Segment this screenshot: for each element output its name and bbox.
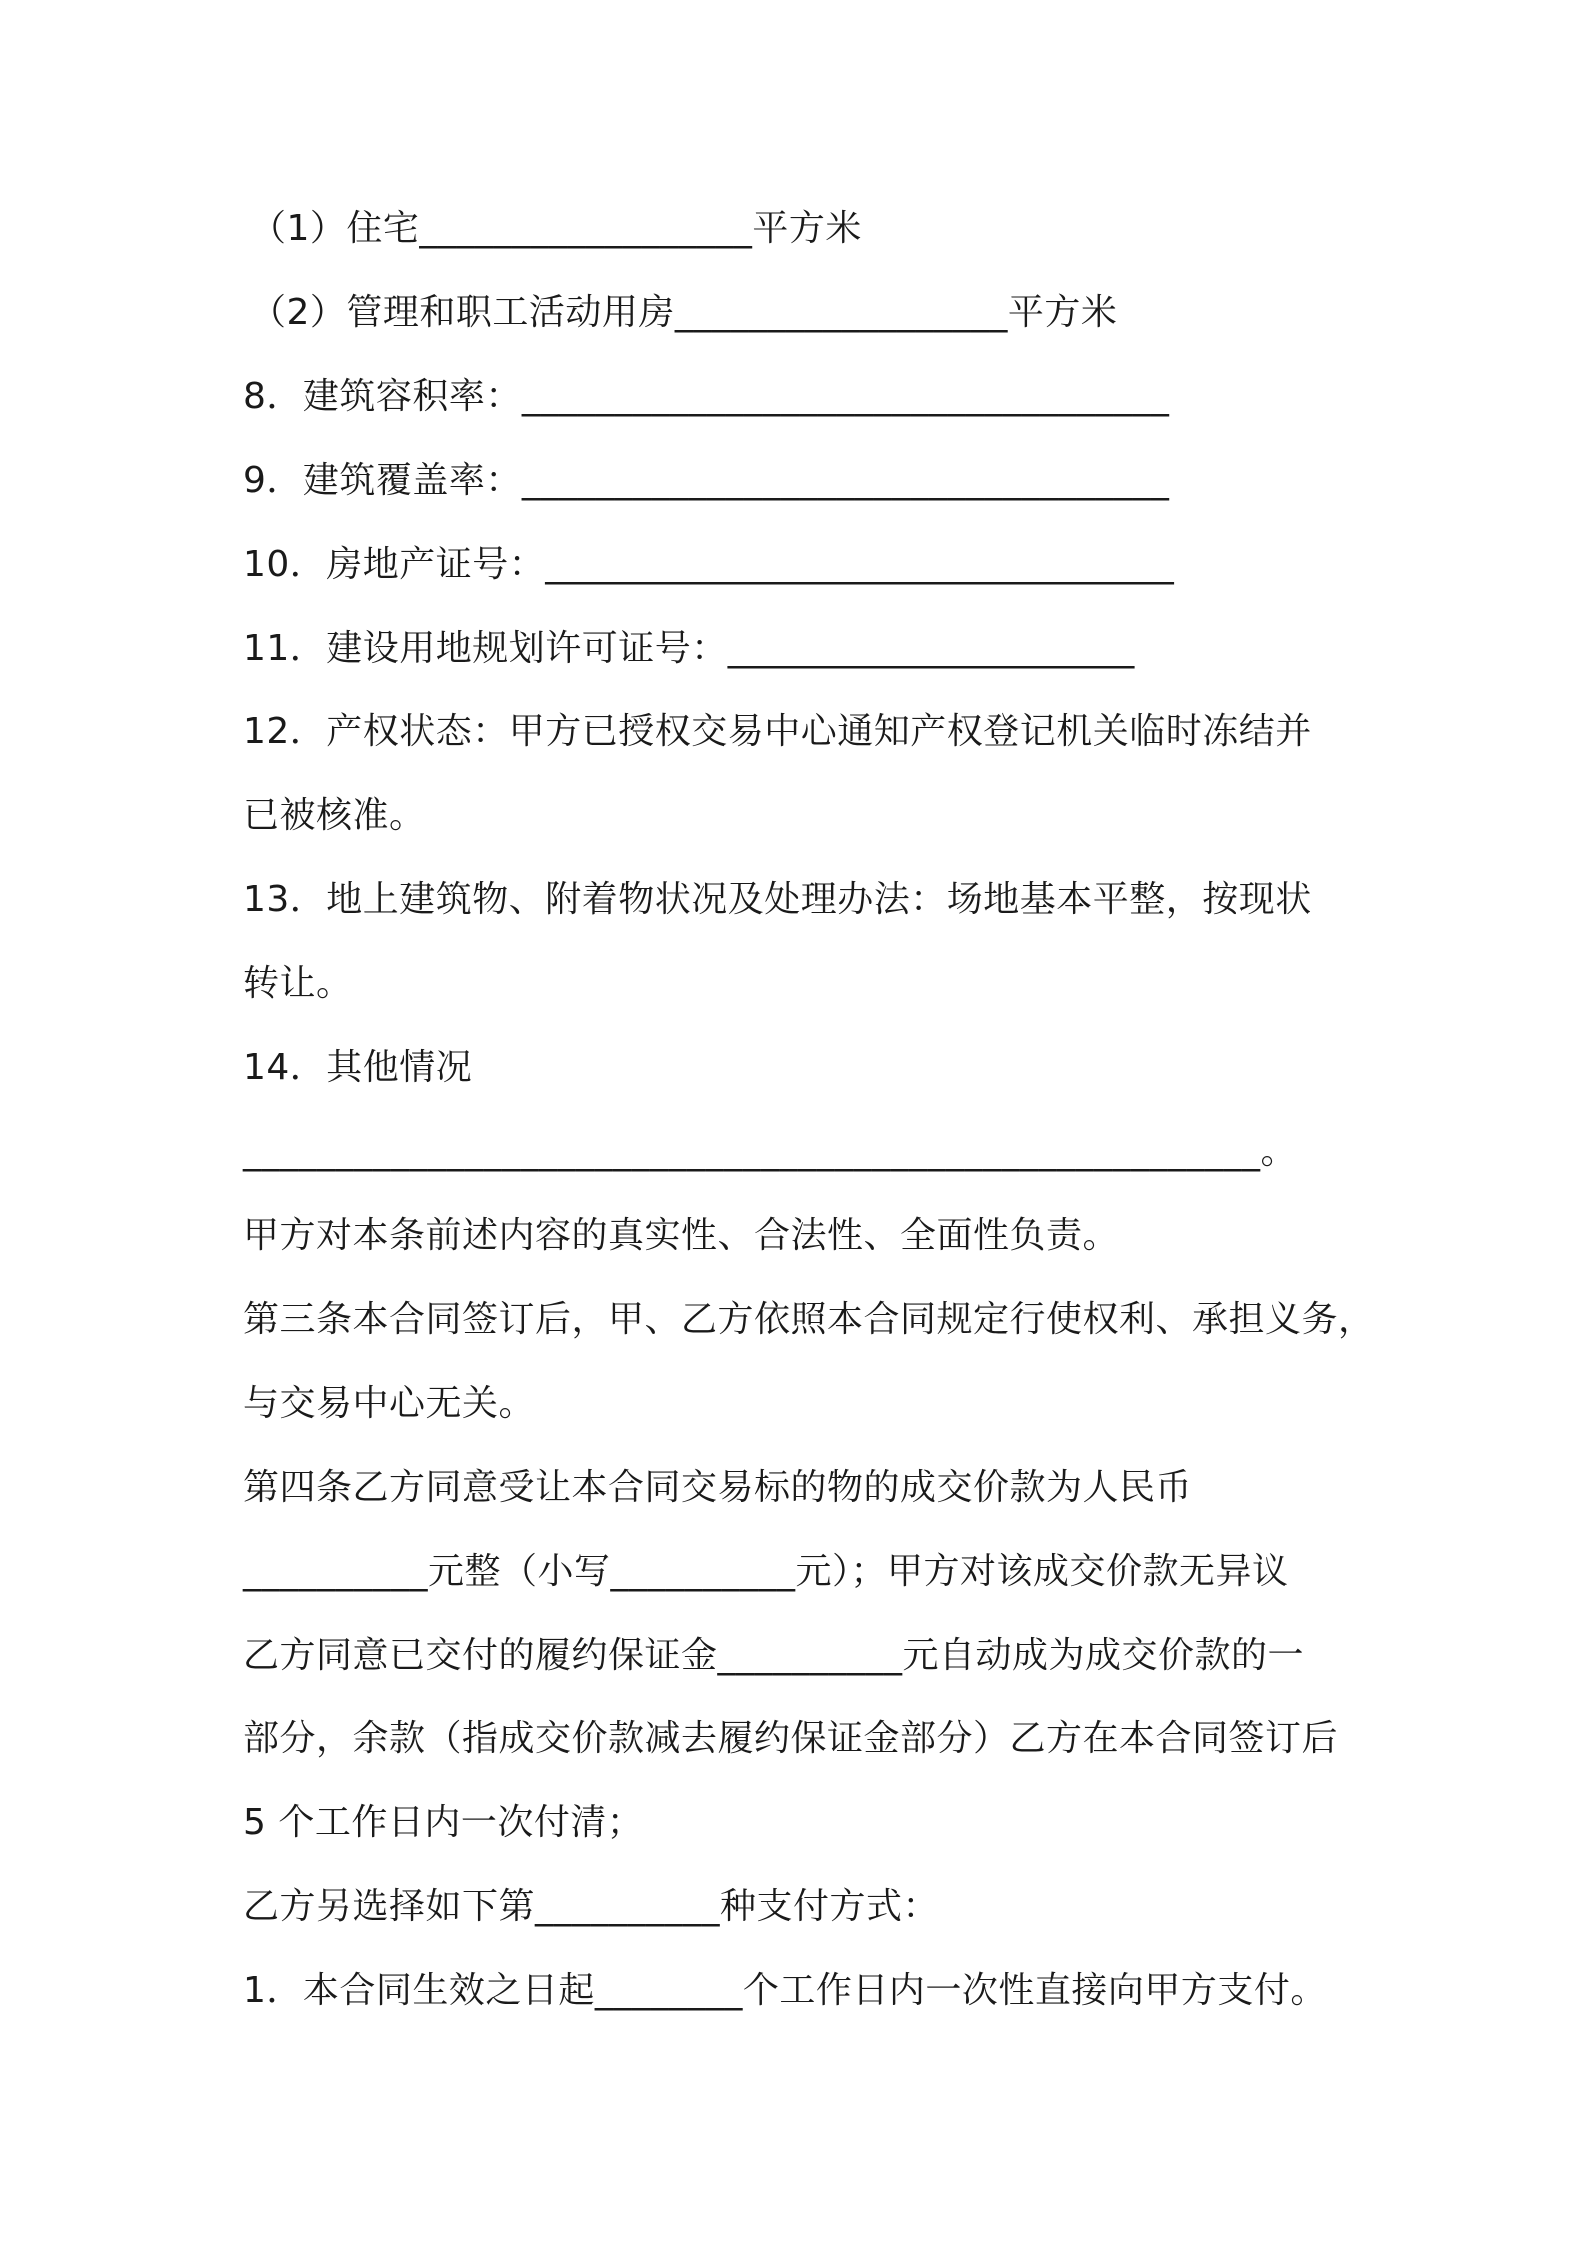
article-3-line-1: 第三条本合同签订后，甲、乙方依照本合同规定行使权利、承担义务， xyxy=(243,1299,1375,1340)
item-12-title-status-cont: 已被核准。 xyxy=(243,795,426,836)
item-14-blank-line: _______________________________________________________。 xyxy=(243,1131,1297,1172)
item-9-building-coverage: 9．建筑覆盖率：___________________________________ xyxy=(243,460,1170,501)
article-3-line-2: 与交易中心无关。 xyxy=(243,1383,536,1424)
area-management-line: （2）管理和职工活动用房__________________平方米 xyxy=(250,292,1118,333)
payment-method-1: 1．本合同生效之日起________个工作日内一次性直接向甲方支付。 xyxy=(243,1970,1327,2011)
area-residential-line: （1）住宅__________________平方米 xyxy=(250,208,862,249)
article-4-line-1: 第四条乙方同意受让本合同交易标的物的成交价款为人民币 xyxy=(243,1467,1193,1508)
deposit-line-3: 5 个工作日内一次付清； xyxy=(243,1802,644,1843)
article-4-line-2: __________元整（小写__________元）；甲方对该成交价款无异议 xyxy=(243,1551,1289,1592)
payment-method-choice: 乙方另选择如下第__________种支付方式： xyxy=(243,1886,940,1927)
item-8-floor-area-ratio: 8．建筑容积率：___________________________________ xyxy=(243,376,1170,417)
item-13-structures: 13．地上建筑物、附着物状况及处理办法：场地基本平整，按现状 xyxy=(243,879,1312,920)
item-12-title-status: 12．产权状态：甲方已授权交易中心通知产权登记机关临时冻结并 xyxy=(243,711,1312,752)
item-11-planning-permit: 11．建设用地规划许可证号：______________________ xyxy=(243,628,1135,669)
item-10-property-certificate: 10．房地产证号：__________________________________ xyxy=(243,544,1175,585)
deposit-line-2: 部分，余款（指成交价款减去履约保证金部分）乙方在本合同签订后 xyxy=(243,1718,1339,1759)
item-14-other: 14．其他情况 xyxy=(243,1047,473,1088)
deposit-line-1: 乙方同意已交付的履约保证金__________元自动成为成交价款的一 xyxy=(243,1635,1305,1676)
party-a-responsibility: 甲方对本条前述内容的真实性、合法性、全面性负责。 xyxy=(243,1215,1120,1256)
item-13-structures-cont: 转让。 xyxy=(243,963,353,1004)
